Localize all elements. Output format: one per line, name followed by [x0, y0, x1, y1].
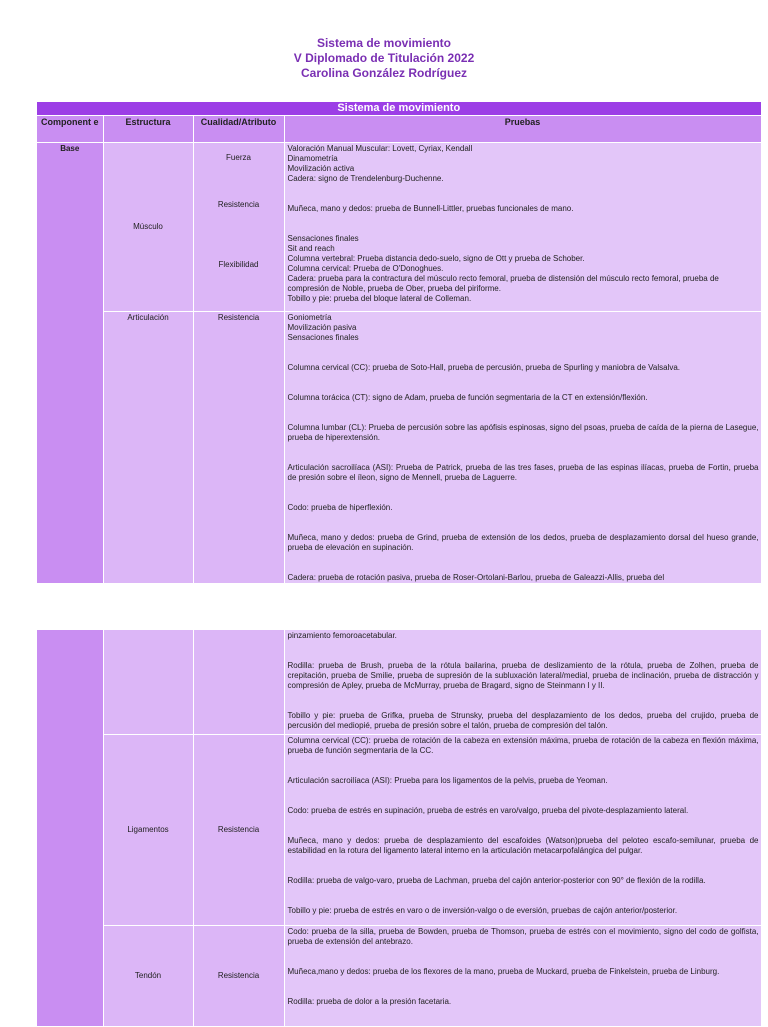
- prueba-line: Cadera: prueba para la contractura del músculo recto femoral, prueba de distensión del músculo recto femoral, prueba de compresión de Noble, prueba de Ober, prueba del piriforme.: [287, 274, 719, 293]
- cualidad-resistencia: Resistencia: [217, 200, 260, 209]
- title-line-1: Sistema de movimiento: [316, 36, 452, 50]
- table-row-tendon: [37, 926, 761, 1027]
- prueba-line: Valoración Manual Muscular: Lovett, Cyriax, Kendall: [287, 144, 473, 153]
- prueba-line: Rodilla: prueba de valgo-varo, prueba de Lachman, prueba del cajón anterior-posterior con 90° de flexión de la rodilla.: [287, 876, 706, 885]
- prueba-line: Tobillo y pie: prueba de estrés en varo o de inversión-valgo o de eversión, pruebas de cajón anterior/posterior.: [287, 906, 678, 915]
- table-row-articulacion-cont: [37, 630, 761, 735]
- estructura-articulacion: Articulación: [103, 312, 193, 584]
- title-line-3: Carolina González Rodríguez: [300, 66, 468, 80]
- title-line-2: V Diplomado de Titulación 2022: [293, 51, 475, 65]
- prueba-line: Muñeca, mano y dedos: prueba de Bunnell-Littler, pruebas funcionales de mano.: [287, 204, 574, 213]
- prueba-line: Codo: prueba de hiperflexión.: [287, 503, 393, 512]
- prueba-line: Articulación sacroilíaca (ASI): Prueba para los ligamentos de la pelvis, prueba de Yeoman.: [287, 776, 608, 785]
- header-componente: Component e: [37, 116, 103, 143]
- cualidad-articulacion-cont: [193, 630, 284, 735]
- pruebas-tendon: [284, 926, 761, 1027]
- prueba-line: Columna torácica (CT): signo de Adam, prueba de función segmentaria de la CT en extensión/flexión.: [287, 393, 648, 402]
- table-row-ligamentos: [37, 735, 761, 926]
- table-row-articulacion: [37, 312, 761, 584]
- table-header-row: [37, 116, 761, 143]
- pruebas-articulacion: [284, 312, 761, 584]
- prueba-line: Cadera: prueba de rotación pasiva, prueba de Roser-Ortolani-Barlou, prueba de Galeazzi-Allis, prueba del: [287, 573, 665, 582]
- prueba-line: Columna lumbar (CL): Prueba de percusión sobre las apófisis espinosas, signo del psoas, prueba de caída de la pierna de Lasegue, prueba de hiperextensión.: [287, 423, 759, 442]
- pruebas-articulacion-cont: [284, 630, 761, 735]
- prueba-line: Columna cervical (CC): prueba de Soto-Hall, prueba de percusión, prueba de Spurling y maniobra de Valsalva.: [287, 363, 681, 372]
- estructura-musculo: Músculo: [103, 143, 193, 312]
- estructura-ligamentos: Ligamentos: [103, 735, 193, 926]
- document-title: [0, 36, 768, 81]
- prueba-line: Movilización pasiva: [287, 323, 357, 332]
- movement-system-table-page-2: [37, 630, 762, 1027]
- prueba-line: Rodilla: prueba de dolor a la presión facetaria.: [287, 997, 452, 1006]
- table-row-musculo: [37, 143, 761, 312]
- prueba-line: Dinamometría: [287, 154, 338, 163]
- cualidad-musculo-list: [193, 143, 284, 312]
- pruebas-musculo: [284, 143, 761, 312]
- header-cualidad: Cualidad/Atributo: [193, 116, 284, 143]
- prueba-line: Goniometría: [287, 313, 332, 322]
- prueba-line: Tobillo y pie: prueba del bloque lateral de Colleman.: [287, 294, 472, 303]
- prueba-line: Columna vertebral: Prueba distancia dedo-suelo, signo de Ott y prueba de Schober.: [287, 254, 585, 263]
- prueba-line: Columna cervical: Prueba de O'Donoghues.: [287, 264, 444, 273]
- componente-base-cont: [37, 630, 103, 1027]
- movement-system-table-page-1: [37, 102, 762, 584]
- cualidad-fuerza: Fuerza: [226, 153, 251, 162]
- prueba-line: Muñeca, mano y dedos: prueba de Grind, prueba de extensión de los dedos, prueba de desplazamiento dorsal del hueso grande, prueba de elevación en supinación.: [287, 533, 759, 552]
- cualidad-tendon: Resistencia: [193, 926, 284, 1027]
- prueba-line: Muñeca, mano y dedos: prueba de desplazamiento del escafoides (Watson)prueba del peloteo escafo-semilunar, prueba de estabilidad en la rotura del ligamento lateral interno en la articulación metacarpofalángica del pulgar.: [287, 836, 759, 855]
- prueba-line: Sensaciones finales: [287, 234, 359, 243]
- prueba-line: Movilización activa: [287, 164, 355, 173]
- prueba-line: Columna cervical (CC): prueba de rotación de la cabeza en extensión máxima, prueba de rotación de la cabeza en flexión máxima, prueba de función segmentaria de la CC.: [287, 736, 759, 755]
- prueba-line: Sensaciones finales: [287, 333, 359, 342]
- estructura-tendon: Tendón: [103, 926, 193, 1027]
- cualidad-articulacion: Resistencia: [193, 312, 284, 584]
- table-caption: Sistema de movimiento: [37, 102, 761, 116]
- prueba-line: Articulación sacroilíaca (ASI): Prueba de Patrick, prueba de las tres fases, prueba de las espinas ilíacas, prueba de Fortin, prueba de presión sobre el íleon, signo de Mennell, prueba de Laguerre.: [287, 463, 759, 482]
- prueba-line: Muñeca,mano y dedos: prueba de los flexores de la mano, prueba de Muckard, prueba de Finkelstein, prueba de Linburg.: [287, 967, 720, 976]
- prueba-line: Cadera: signo de Trendelenburg-Duchenne.: [287, 174, 444, 183]
- cualidad-ligamentos: Resistencia: [193, 735, 284, 926]
- prueba-line: pinzamiento femoroacetabular.: [287, 631, 397, 640]
- cualidad-flexibilidad: Flexibilidad: [218, 260, 259, 269]
- componente-base: Base: [37, 143, 103, 584]
- pruebas-ligamentos: [284, 735, 761, 926]
- header-estructura: Estructura: [103, 116, 193, 143]
- prueba-line: Codo: prueba de estrés en supinación, prueba de estrés en varo/valgo, prueba del pivote-desplazamiento lateral.: [287, 806, 689, 815]
- prueba-line: Sit and reach: [287, 244, 335, 253]
- prueba-line: Codo: prueba de la silla, prueba de Bowden, prueba de Thomson, prueba de estrés con el movimiento, signo del codo de golfista, prueba de extensión del antebrazo.: [287, 927, 759, 946]
- estructura-articulacion-cont: [103, 630, 193, 735]
- prueba-line: Tobillo y pie: prueba de Grifka, prueba de Strunsky, prueba del desplazamiento de los dedos, prueba del crujido, prueba de percusión del mediopié, prueba de presión sobre el talón, prueba de compresión del talón.: [287, 711, 759, 730]
- header-pruebas: Pruebas: [284, 116, 761, 143]
- prueba-line: Rodilla: prueba de Brush, prueba de la rótula bailarina, prueba de deslizamiento de la rótula, prueba de Zolhen, prueba de crepitación, prueba de Smilie, prueba de supresión de la subluxación lateral/medial, prueba de inclinación, prueba de distracción y compresión de Apley, prueba de McMurray, prueba de Bragard, signo de Steinmann I y II.: [287, 661, 759, 690]
